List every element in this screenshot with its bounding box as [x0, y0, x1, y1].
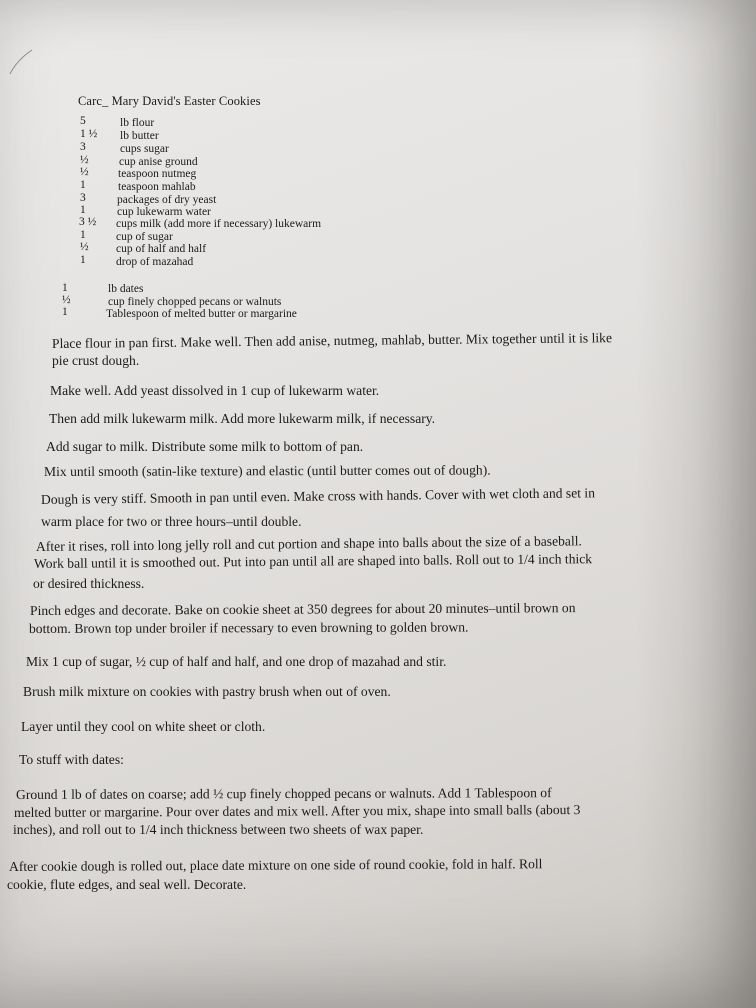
instruction-line: Make well. Add yeast dissolved in 1 cup of lukewarm water.	[50, 383, 380, 398]
ingredient-qty: 1	[80, 204, 86, 216]
ingredient-item: cup finely chopped pecans or walnuts	[108, 296, 282, 308]
instruction-line: Ground 1 lb of dates on coarse; add ½ cup finely chopped pecans or walnuts. Add 1 Tablespoon of	[15, 785, 552, 802]
ingredient-item: cup of sugar	[116, 231, 173, 243]
ingredient-qty: ½	[62, 294, 71, 306]
ingredient-item: cup lukewarm water	[117, 206, 211, 218]
instruction-line: Pinch edges and decorate. Bake on cookie sheet at 350 degrees for about 20 minutes–until brown on	[29, 600, 576, 618]
ingredient-qty: 3 ½	[79, 216, 97, 228]
ingredient-qty: 1 ½	[80, 128, 98, 140]
instruction-line: Layer until they cool on white sheet or cloth.	[21, 719, 266, 734]
ingredient-item: lb butter	[120, 130, 159, 142]
instruction-line: pie crust dough.	[52, 353, 140, 368]
ingredient-qty: ½	[80, 241, 89, 253]
ingredient-item: cups milk (add more if necessary) lukewarm	[116, 218, 322, 230]
ingredient-qty: 3	[80, 141, 86, 153]
instruction-line: bottom. Brown top under broiler if necessary to even browning to golden brown.	[28, 619, 469, 636]
ingredient-item: cups sugar	[120, 143, 169, 155]
ingredient-qty: ½	[80, 154, 89, 166]
ingredient-item: lb dates	[108, 283, 144, 295]
ingredient-item: teaspoon nutmeg	[118, 168, 197, 180]
instruction-line: Mix until smooth (satin-like texture) and elastic (until butter comes out of dough).	[43, 462, 491, 479]
ingredient-item: cup anise ground	[119, 156, 198, 168]
ingredient-qty: 1	[80, 229, 86, 241]
instruction-line: warm place for two or three hours–until double.	[41, 514, 302, 529]
ingredient-qty: 1	[62, 282, 68, 294]
recipe-title: Carc_ Mary David's Easter Cookies	[78, 94, 261, 108]
ingredient-qty: 1	[80, 179, 86, 191]
instruction-line: melted butter or margarine. Pour over dates and mix well. After you mix, shape into small balls (about 3	[13, 802, 581, 820]
ingredient-item: drop of mazahad	[116, 256, 194, 268]
instruction-line: Then add milk lukewarm milk. Add more lukewarm milk, if necessary.	[49, 411, 436, 426]
instruction-line: or desired thickness.	[33, 576, 145, 591]
ingredient-qty: 1	[62, 306, 68, 318]
ingredient-item: packages of dry yeast	[117, 194, 217, 206]
instruction-line: Work ball until it is smoothed out. Put into pan until all are shaped into balls. Roll out to 1/4 inch thick	[33, 551, 593, 571]
instruction-line: To stuff with dates:	[19, 752, 124, 767]
ingredient-item: cup of half and half	[116, 243, 207, 255]
ingredient-qty: 3	[80, 192, 86, 204]
ingredient-qty: ½	[80, 166, 89, 178]
instruction-line: Place flour in pan first. Make well. Then add anise, nutmeg, mahlab, butter. Mix together until it is like	[51, 330, 613, 351]
instruction-line: cookie, flute edges, and seal well. Decorate.	[7, 877, 247, 892]
instruction-line: Add sugar to milk. Distribute some milk to bottom of pan.	[46, 439, 364, 454]
instruction-line: Dough is very stiff. Smooth in pan until even. Make cross with hands. Cover with wet cloth and set in	[40, 485, 596, 507]
ingredient-item: lb flour	[120, 117, 155, 129]
instruction-line: Brush milk mixture on cookies with pastry brush when out of oven.	[23, 684, 391, 699]
instruction-line: After cookie dough is rolled out, place date mixture on one side of round cookie, fold in half. Roll	[8, 856, 543, 874]
instruction-line: Mix 1 cup of sugar, ½ cup of half and half, and one drop of mazahad and stir.	[26, 654, 447, 669]
ingredient-qty: 1	[80, 254, 86, 266]
ingredient-item: Tablespoon of melted butter or margarine	[106, 308, 297, 320]
instruction-line: After it rises, roll into long jelly roll and cut portion and shape into balls about the size of a baseball.	[35, 533, 582, 554]
ingredient-qty: 5	[80, 115, 86, 127]
ingredient-item: teaspoon mahlab	[118, 181, 196, 193]
instruction-line: inches), and roll out to 1/4 inch thickness between two sheets of wax paper.	[13, 822, 424, 837]
